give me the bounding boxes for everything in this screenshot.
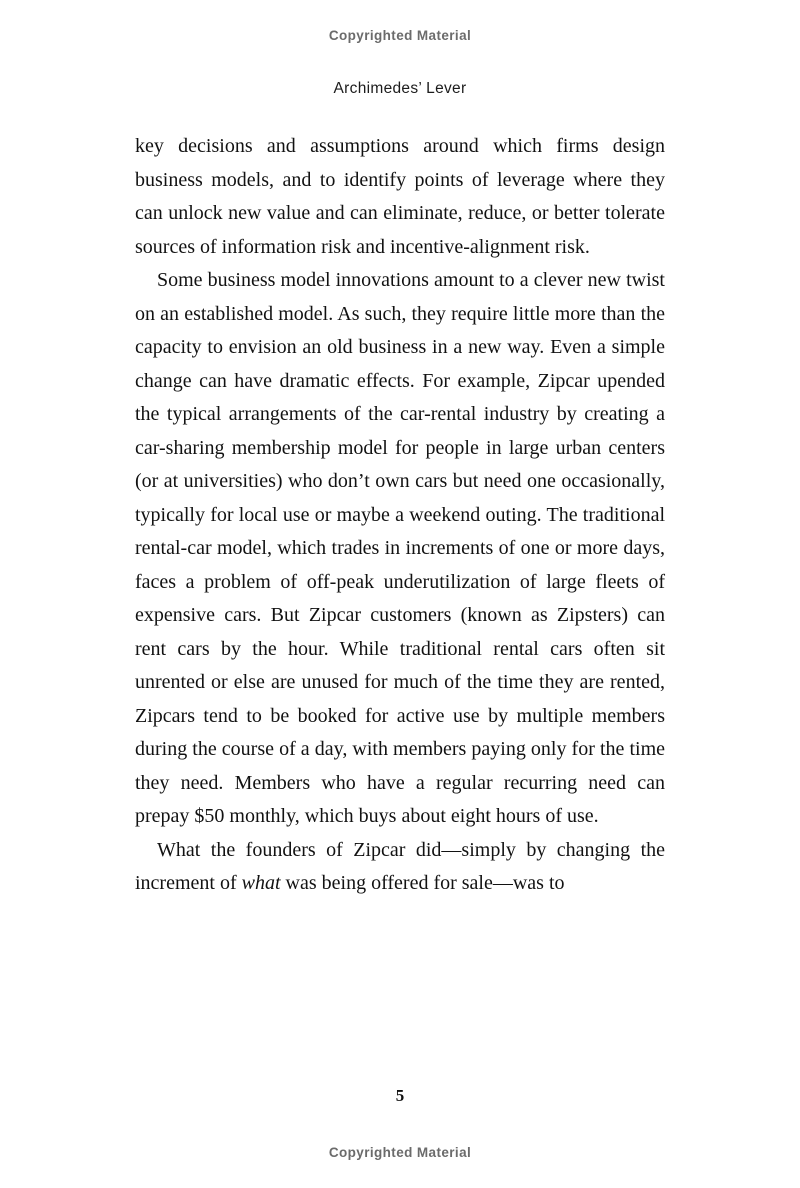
text-run: key decisions and assumptions around which firms design business models, and to identify points of leverage where they can unlock new value and can eliminate, reduce, or better tolerate sources of information risk and incentive-alignment risk. bbox=[135, 135, 665, 258]
text-run: What the founders of Zipcar did—simply by changing the increment of bbox=[135, 838, 665, 894]
running-header: Archimedes’ Lever bbox=[333, 80, 467, 97]
body-paragraph bbox=[135, 130, 665, 264]
page-number: 5 bbox=[395, 1086, 405, 1105]
text-run: was being offered for sale—was to bbox=[280, 872, 565, 894]
text-run: Some business model innovations amount to a clever new twist on an established model. As such, they require little more than the capacity to envision an old business in a new way. Even a simple change can have dramatic effects. For example, Zipcar upended the typical arrangements of the car-rental industry by creating a car-sharing membership model for people in large urban centers (or at universities) who don’t own cars but need one occasionally, typically for local use or maybe a weekend outing. The traditional rental-car model, which trades in increments of one or more days, faces a problem of off-peak underutilization of large fleets of expensive cars. But Zipcar customers (known as Zipsters) can rent cars by the hour. While traditional rental cars often sit unrented or else are unused for much of the time they are rented, Zipcars tend to be booked for active use by multiple members during the course of a day, with members paying only for the time they need. Members who have a regular recurring need can prepay $50 monthly, which buys about eight hours of use. bbox=[135, 269, 665, 827]
copyright-notice-bottom: Copyrighted Material bbox=[328, 1145, 472, 1160]
body-paragraph bbox=[135, 264, 665, 834]
body-text bbox=[135, 130, 665, 901]
emphasized-text: what bbox=[241, 872, 281, 894]
body-paragraph bbox=[135, 834, 665, 901]
copyright-notice-top: Copyrighted Material bbox=[328, 28, 472, 43]
